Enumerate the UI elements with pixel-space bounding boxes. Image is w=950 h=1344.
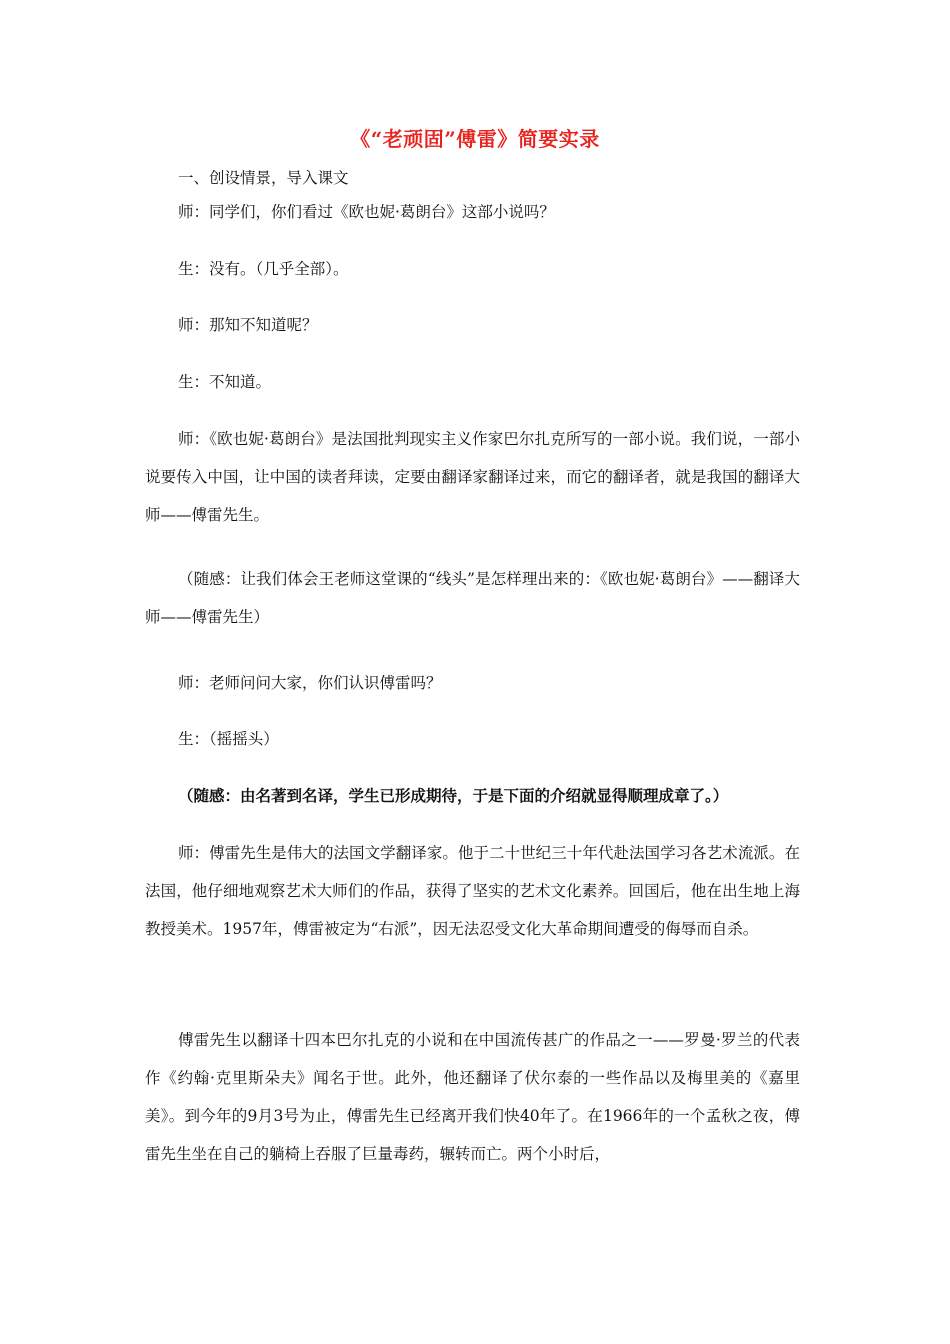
paragraph: 傅雷先生以翻译十四本巴尔扎克的小说和在中国流传甚广的作品之一——罗曼·罗兰的代表作《约翰·克里斯朵夫》闻名于世。此外，他还翻译了伏尔泰的一些作品以及梅里美的《嘉里美》。到今年的9月3号为止，傅雷先生已经离开我们快40年了。在1966年的一个孟秋之夜，傅雷先生坐在自己的躺椅上吞服了巨量毒药，辗转而亡。两个小时后， bbox=[145, 1031, 800, 1163]
paragraph: 生：没有。（几乎全部）。 bbox=[178, 260, 349, 278]
section-heading: 一、创设情景，导入课文 bbox=[178, 169, 349, 187]
paragraph: 师：老师问问大家，你们认识傅雷吗？ bbox=[178, 674, 442, 692]
document-title: 《“老顽固”傅雷》简要实录 bbox=[350, 127, 600, 151]
paragraph: 生：（摇摇头） bbox=[178, 730, 279, 748]
paragraph: 生：不知道。 bbox=[178, 373, 272, 391]
note-paragraph-bold: （随感：由名著到名译，学生已形成期待，于是下面的介绍就显得顺理成章了。） bbox=[178, 786, 729, 805]
paragraph: 师：傅雷先生是伟大的法国文学翻译家。他于二十世纪三十年代赴法国学习各艺术流派。在法国，他仔细地观察艺术大师们的作品，获得了坚实的艺术文化素养。回国后，他在出生地上海教授美术。1957年，傅雷被定为“右派”，因无法忍受文化大革命期间遭受的侮辱而自杀。 bbox=[145, 844, 800, 938]
paragraph: 师：那知不知道呢？ bbox=[178, 316, 318, 334]
paragraph: 师：《欧也妮·葛朗台》是法国批判现实主义作家巴尔扎克所写的一部小说。我们说，一部小说要传入中国，让中国的读者拜读，定要由翻译家翻译过来，而它的翻译者，就是我国的翻译大师——傅雷先生。 bbox=[145, 430, 800, 524]
note-paragraph: （随感：让我们体会王老师这堂课的“线头”是怎样理出来的：《欧也妮·葛朗台》——翻译大师——傅雷先生） bbox=[145, 570, 800, 626]
paragraph: 师：同学们，你们看过《欧也妮·葛朗台》这部小说吗？ bbox=[178, 203, 555, 221]
